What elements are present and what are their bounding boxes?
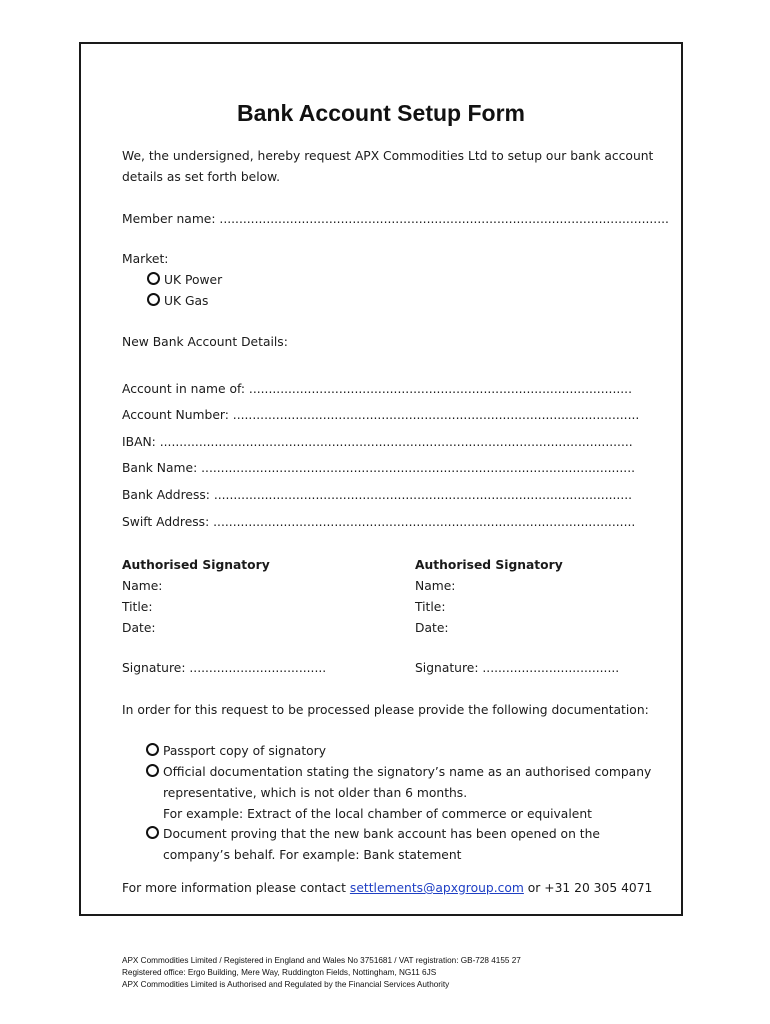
checkbox-circle-icon[interactable]: [146, 826, 159, 839]
page-footer: [122, 955, 521, 991]
signatory-name-field[interactable]: Name:: [122, 579, 163, 593]
doc-item-line: representative, which is not older than 6 months.: [163, 786, 468, 800]
footer-line: Registered office: Ergo Building, Mere Way, Ruddington Fields, Nottingham, NG11 6JS: [122, 968, 437, 977]
new-bank-heading: New Bank Account Details:: [122, 335, 288, 349]
contact-prefix: For more information please contact: [122, 881, 350, 895]
signatory-heading: Authorised Signatory: [122, 558, 270, 572]
form-frame: [79, 42, 683, 916]
signature-field-1[interactable]: Signature: ...................................: [122, 661, 327, 675]
account-name-field[interactable]: Account in name of: ..................................................................................................: [122, 382, 632, 396]
signatory-name-field[interactable]: Name:: [415, 579, 456, 593]
market-option-uk-power[interactable]: [147, 270, 222, 291]
signatory-date-field[interactable]: Date:: [415, 621, 449, 635]
bank-name-field[interactable]: Bank Name: ...............................................................................................................: [122, 461, 636, 475]
doc-item-passport[interactable]: [146, 741, 326, 762]
market-option-uk-gas[interactable]: [147, 291, 208, 312]
doc-item-line: company’s behalf. For example: Bank statement: [163, 848, 462, 862]
doc-item-line: For example: Extract of the local chamber of commerce or equivalent: [163, 807, 592, 821]
swift-address-field[interactable]: Swift Address: ............................................................................................................: [122, 515, 636, 529]
signatory-title-field[interactable]: Title:: [122, 600, 153, 614]
signatory-heading: Authorised Signatory: [415, 558, 563, 572]
signature-field-2[interactable]: Signature: ...................................: [415, 661, 620, 675]
member-name-field[interactable]: Member name: ...................................................................................................................: [122, 212, 669, 226]
signatory-date-field[interactable]: Date:: [122, 621, 156, 635]
account-number-field[interactable]: Account Number: ........................................................................................................: [122, 408, 640, 422]
radio-circle-icon[interactable]: [147, 293, 160, 306]
contact-email-link[interactable]: settlements@apxgroup.com: [349, 881, 524, 895]
checkbox-circle-icon[interactable]: [146, 743, 159, 756]
option-label: UK Power: [164, 273, 223, 287]
intro-line: details as set forth below.: [122, 170, 281, 184]
iban-field[interactable]: IBAN: .........................................................................................................................: [122, 435, 633, 449]
contact-suffix: or +31 20 305 4071: [523, 881, 653, 895]
doc-item-label: Passport copy of signatory: [163, 744, 326, 758]
footer-line: APX Commodities Limited is Authorised and Regulated by the Financial Services Authority: [122, 980, 450, 989]
option-label: UK Gas: [164, 294, 209, 308]
signatory-block-2: [415, 555, 563, 639]
signatory-title-field[interactable]: Title:: [415, 600, 446, 614]
market-label: Market:: [122, 252, 169, 266]
bank-address-field[interactable]: Bank Address: ...........................................................................................................: [122, 488, 633, 502]
form-title: Bank Account Setup Form: [237, 100, 525, 126]
doc-item-label: Document proving that the new bank account has been opened on the: [163, 827, 600, 841]
doc-item-official-documentation[interactable]: [146, 762, 651, 825]
checkbox-circle-icon[interactable]: [146, 764, 159, 777]
footer-line: APX Commodities Limited / Registered in England and Wales No 3751681 / VAT registration: GB-728 4155 27: [122, 956, 521, 965]
contact-line: [122, 878, 652, 899]
doc-item-bank-proof[interactable]: [146, 824, 600, 866]
intro-line: We, the undersigned, hereby request APX Commodities Ltd to setup our bank account: [122, 149, 654, 163]
doc-item-label: Official documentation stating the signatory’s name as an authorised company: [163, 765, 652, 779]
radio-circle-icon[interactable]: [147, 272, 160, 285]
signatory-block-1: [122, 555, 270, 639]
intro-text: [122, 146, 653, 188]
documentation-intro: In order for this request to be processed please provide the following documentation:: [122, 703, 649, 717]
